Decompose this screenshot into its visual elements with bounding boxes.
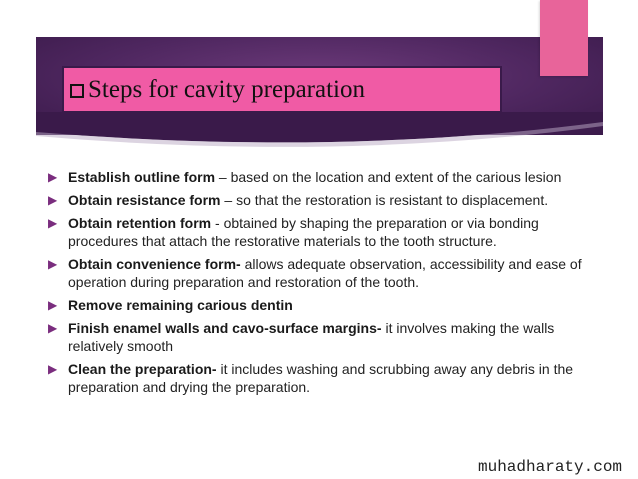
bullet-list bbox=[46, 168, 586, 401]
bullet-detail: it involves making the walls relatively smooth bbox=[68, 320, 555, 354]
bullet-text bbox=[68, 168, 561, 186]
list-item bbox=[46, 191, 586, 209]
list-item bbox=[46, 296, 586, 314]
decorative-tab bbox=[540, 0, 588, 76]
list-item bbox=[46, 360, 586, 396]
checkbox-icon bbox=[70, 84, 84, 98]
list-item bbox=[46, 255, 586, 291]
list-item bbox=[46, 168, 586, 186]
bullet-detail: it includes washing and scrubbing away any debris in the preparation and drying the preparation. bbox=[68, 361, 574, 395]
bullet-text bbox=[68, 255, 586, 291]
bullet-heading: Finish enamel walls and cavo-surface margins- bbox=[68, 320, 382, 336]
slide-title: Steps for cavity preparation bbox=[88, 75, 365, 103]
bullet-text bbox=[68, 296, 293, 314]
arrow-bullet-icon: ▶ bbox=[48, 298, 58, 312]
bullet-heading: Obtain convenience form- bbox=[68, 256, 241, 272]
list-item bbox=[46, 214, 586, 250]
bullet-detail: allows adequate observation, accessibility and ease of operation during preparation and restoration of the tooth. bbox=[68, 256, 582, 290]
banner-curve bbox=[36, 112, 603, 152]
title-box bbox=[62, 66, 502, 113]
bullet-heading: Obtain retention form bbox=[68, 215, 212, 231]
bullet-text bbox=[68, 360, 586, 396]
bullet-heading: Obtain resistance form bbox=[68, 192, 221, 208]
arrow-bullet-icon: ▶ bbox=[48, 257, 58, 271]
bullet-heading: Clean the preparation- bbox=[68, 361, 217, 377]
arrow-bullet-icon: ▶ bbox=[48, 170, 58, 184]
bullet-detail: – so that the restoration is resistant to displacement. bbox=[220, 192, 549, 208]
arrow-bullet-icon: ▶ bbox=[48, 216, 58, 230]
list-item bbox=[46, 319, 586, 355]
bullet-text bbox=[68, 214, 586, 250]
bullet-detail: – based on the location and extent of the carious lesion bbox=[215, 169, 562, 185]
bullet-heading: Establish outline form bbox=[68, 169, 216, 185]
arrow-bullet-icon: ▶ bbox=[48, 193, 58, 207]
bullet-heading: Remove remaining carious dentin bbox=[68, 297, 293, 313]
arrow-bullet-icon: ▶ bbox=[48, 362, 58, 376]
bullet-text bbox=[68, 319, 586, 355]
bullet-text bbox=[68, 191, 548, 209]
bullet-detail: - obtained by shaping the preparation or via bonding procedures that attach the restorative materials to the tooth structure. bbox=[68, 215, 539, 249]
watermark: muhadharaty.com bbox=[478, 458, 623, 476]
arrow-bullet-icon: ▶ bbox=[48, 321, 58, 335]
